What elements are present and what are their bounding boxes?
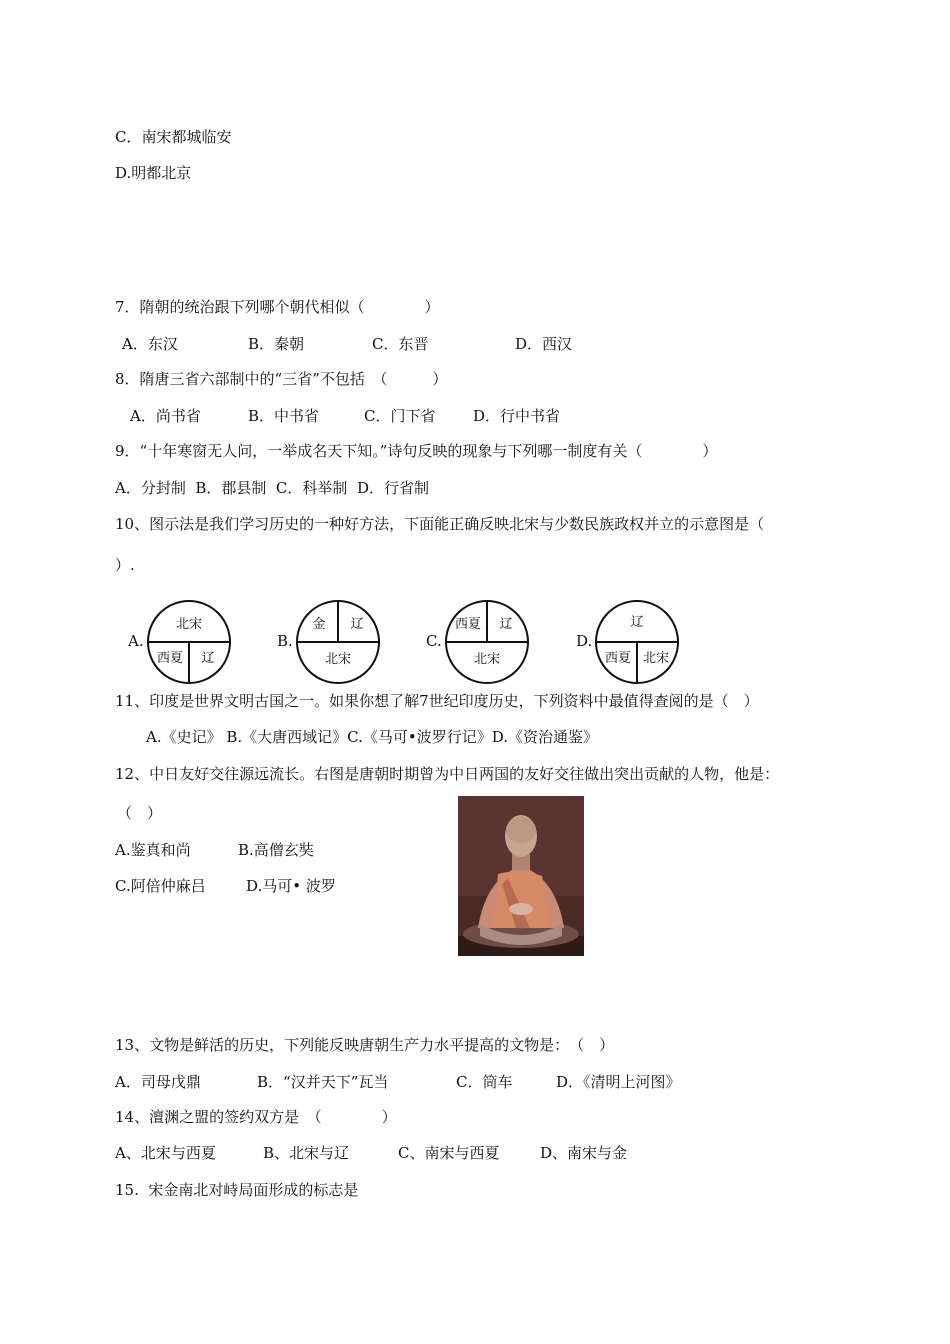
q10-stem-end: ）.	[115, 556, 135, 574]
diagram-a-label-right: 辽	[201, 651, 215, 666]
diagram-b	[295, 600, 381, 684]
q9-stem: 9．“十年寒窗无人问，一举成名天下知。”诗句反映的现象与下列哪一制度有关（ ）	[115, 442, 718, 460]
diagram-b-label-left: 金	[312, 617, 326, 632]
q11-stem: 11、印度是世界文明古国之一。如果你想了解7世纪印度历史，下列资料中最值得查阅的是（ ）	[115, 692, 759, 710]
q10-stem: 10、图示法是我们学习历史的一种好方法，下面能正确反映北宋与少数民族政权并立的示意图是（	[115, 515, 765, 533]
q13-option-a: A．司母戊鼎	[115, 1073, 201, 1091]
diagram-a-letter: A.	[128, 632, 144, 650]
q7-option-b: B．秦朝	[248, 335, 305, 353]
diagram-d-letter: D.	[576, 632, 593, 650]
q7-option-c: C．东晋	[372, 335, 429, 353]
q12-option-a: A.鉴真和尚	[115, 841, 191, 859]
diagram-d-label-left: 西夏	[604, 651, 632, 666]
q14-stem: 14、澶渊之盟的签约双方是 （ ）	[115, 1108, 397, 1126]
q15-stem: 15. 宋金南北对峙局面形成的标志是	[115, 1181, 359, 1199]
q14-option-a: A、北宋与西夏	[115, 1144, 216, 1162]
q8-option-c: C．门下省	[364, 407, 436, 425]
q8-stem: 8．隋唐三省六部制中的“三省”不包括 （ ）	[115, 370, 448, 388]
q11-options: A.《史记》 B.《大唐西域记》C.《马可•波罗行记》D.《资治通鉴》	[146, 728, 598, 746]
diagram-c-label-left: 西夏	[454, 617, 482, 632]
q6-option-d: D.明都北京	[115, 164, 192, 182]
q13-option-b: B．“汉并天下”瓦当	[257, 1073, 389, 1091]
diagram-d	[594, 600, 680, 684]
q12-option-c: C.阿倍仲麻吕	[115, 877, 206, 895]
diagram-a-label-left: 西夏	[156, 651, 184, 666]
q13-option-c: C．筒车	[456, 1073, 513, 1091]
diagram-c-letter: C.	[426, 632, 442, 650]
q12-option-d: D.马可• 波罗	[246, 877, 336, 895]
q14-option-d: D、南宋与金	[540, 1144, 628, 1162]
q7-option-a: A．东汉	[122, 335, 178, 353]
diagram-a	[146, 600, 232, 684]
q8-option-b: B．中书省	[248, 407, 320, 425]
diagram-b-label-right: 辽	[350, 617, 364, 632]
q8-option-a: A．尚书省	[130, 407, 201, 425]
monk-statue-photo	[458, 796, 584, 956]
q12-paren: （ ）	[117, 804, 163, 822]
q12-option-b: B.高僧玄奘	[238, 841, 314, 859]
diagram-a-label-top: 北宋	[175, 617, 203, 632]
q9-options: A．分封制 B．郡县制 C．科举制 D．行省制	[115, 479, 429, 497]
diagram-c-label-right: 辽	[499, 617, 513, 632]
q7-option-d: D．西汉	[515, 335, 573, 353]
q6-option-c: C．南宋都城临安	[115, 128, 232, 146]
diagram-b-label-bottom: 北宋	[324, 652, 352, 667]
q8-option-d: D．行中书省	[473, 407, 561, 425]
q14-option-b: B、北宋与辽	[263, 1144, 350, 1162]
q13-stem: 13、文物是鲜活的历史，下列能反映唐朝生产力水平提高的文物是： （ ）	[115, 1036, 615, 1054]
q7-stem: 7．隋朝的统治跟下列哪个朝代相似（ ）	[115, 298, 440, 316]
diagram-c	[444, 600, 530, 684]
q12-stem: 12、中日友好交往源远流长。右图是唐朝时期曾为中日两国的友好交往做出突出贡献的人物，他是：	[115, 765, 780, 783]
diagram-c-label-bottom: 北宋	[473, 652, 501, 667]
diagram-d-label-top: 辽	[630, 615, 644, 630]
q13-option-d: D．《清明上河图》	[556, 1073, 681, 1091]
diagram-b-letter: B.	[277, 632, 293, 650]
diagram-d-label-right: 北宋	[642, 651, 670, 666]
q14-option-c: C、南宋与西夏	[398, 1144, 500, 1162]
